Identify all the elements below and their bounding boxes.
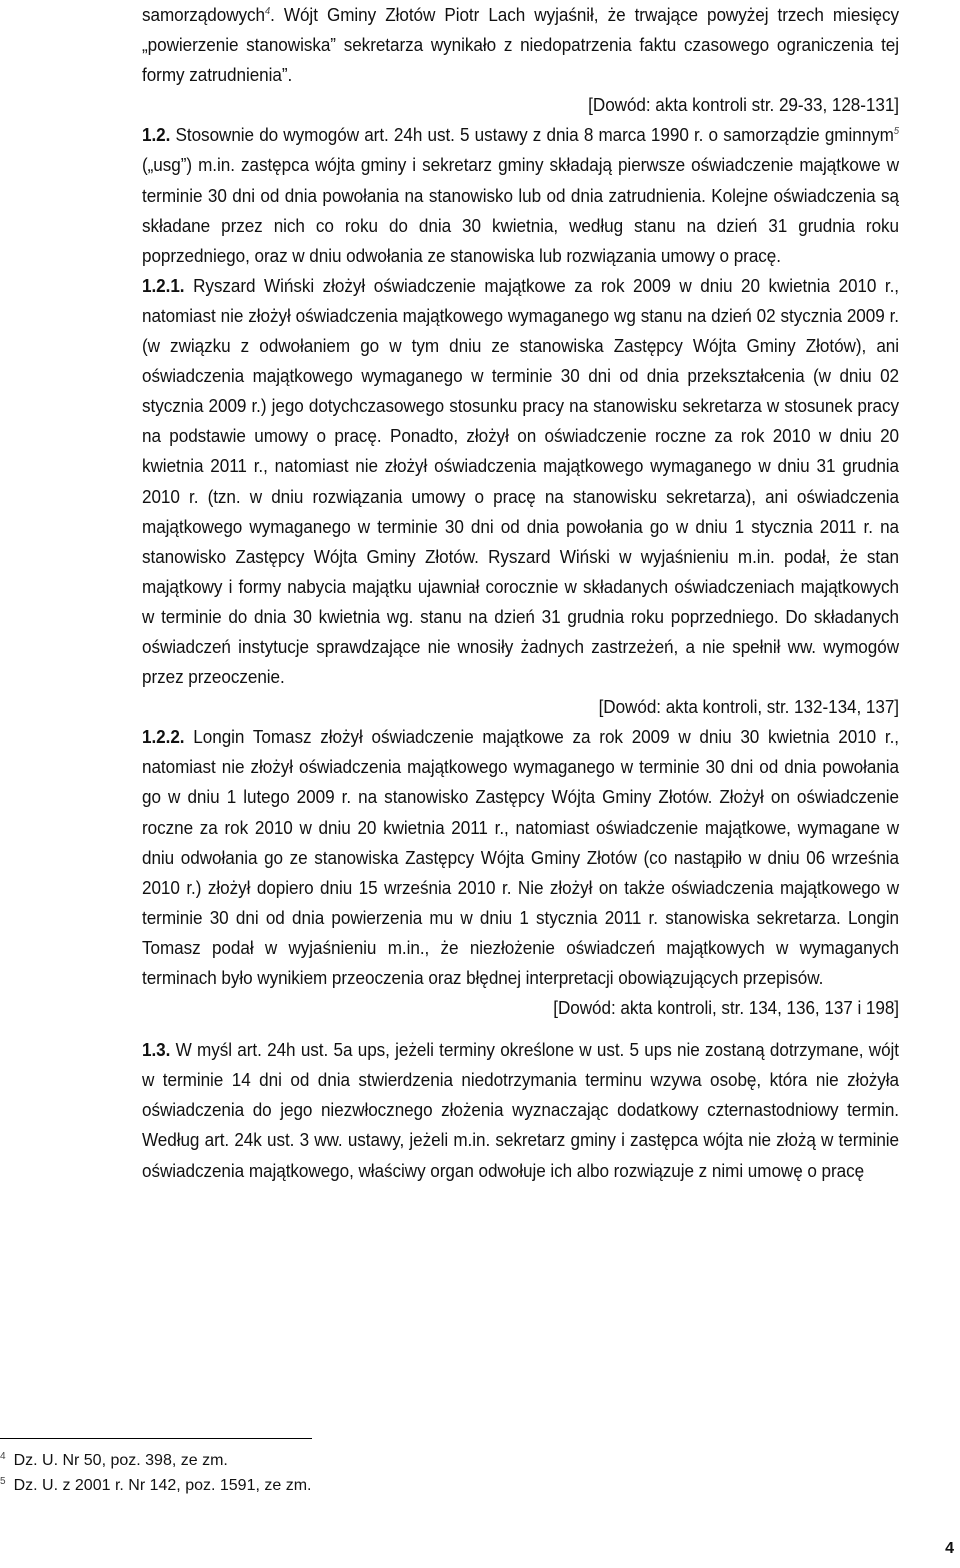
spacer [142,1023,899,1035]
section-text-cont: („usg”) m.in. zastępca wójta gminy i sekretarz gminy składają pierwsze oświadczenie majątkowe w terminie 30 dni od dnia powołania na stanowisko lub od dnia zatrudnienia. Kolejne oświadczenia są składane przez nich co roku do dnia 30 kwietnia, według stanu na dzień 31 grudnia roku poprzedniego, oraz w dniu odwołania ze stanowiska lub rozwiązania umowy o pracę. [142,154,900,266]
evidence-line: [Dowód: akta kontroli, str. 134, 136, 137 i 198] [553,997,900,1019]
intro-paragraph [142,0,899,90]
section-number: 1.2.2. [142,726,185,748]
footnote-text: Dz. U. z 2001 r. Nr 142, poz. 1591, ze zm. [13,1477,312,1494]
section-1-3 [142,1035,899,1185]
body-text [142,0,899,1186]
section-text: Ryszard Wiński złożył oświadczenie majątkowe za rok 2009 w dniu 20 kwietnia 2010 r., natomiast nie złożył oświadczenia majątkowego wymaganego wg stanu na dzień 02 stycznia 2009 r. (w związku z odwołaniem go w tym dniu ze stanowiska Zastępcy Wójta Gminy Złotów), ani oświadczenia majątkowego wymaganego w terminie 30 dni od dnia przekształcenia (w dniu 02 stycznia 2009 r.) jego dotychczasowego stosunku pracy na stanowisku sekretarza w stosunek pracy na podstawie umowy o pracę. Ponadto, złożył on oświadczenie roczne za rok 2010 w dniu 20 kwietnia 2011 r., natomiast nie złożył oświadczenia majątkowego wymaganego w dniu 31 grudnia 2010 r. (tzn. w dniu rozwiązania umowy o pracę na stanowisku sekretarza), ani oświadczenia majątkowego wymaganego w terminie 30 dni od dnia powołania go w dniu 1 stycznia 2011 r. na stanowisko Zastępcy Wójta Gminy Złotów. Ryszard Wiński w wyjaśnieniu m.in. podał, że stan majątkowy i formy nabycia majątku ujawniał corocznie w składanych oświadczeniach majątkowych w terminie do dnia 30 kwietnia wg. stanu na dzień 31 grudnia roku poprzedniego. Do składanych oświadczeń instytucje sprawdzające nie wnosiły żadnych zastrzeżeń, a nie spełnił ww. wymogów przez przeoczenie. [142,274,900,688]
intro-text-start: samorządowych [142,4,265,25]
section-1-2-2 [142,722,899,993]
footnote-text: Dz. U. Nr 50, poz. 398, ze zm. [13,1452,228,1469]
footnote-5 [0,1473,600,1498]
section-number: 1.3. [142,1039,171,1061]
section-1-2 [142,120,899,270]
evidence-line: [Dowód: akta kontroli str. 29-33, 128-131] [588,94,900,116]
intro-text-rest: . Wójt Gminy Złotów Piotr Lach wyjaśnił, że trwające powyżej trzech miesięcy „powierzenie stanowiska” sekretarza wynikało z niedopatrzenia faktu czasowego ograniczenia tej formy zatrudnienia”. [142,4,900,86]
footnote-4 [0,1448,600,1473]
section-number: 1.2. [142,124,171,146]
section-text: Stosownie do wymogów art. 24h ust. 5 ustawy z dnia 8 marca 1990 r. o samorządzie gminnym [170,124,894,146]
footnote-mark: 4 [0,1450,6,1462]
page-number: 4 [945,1540,954,1557]
section-text: W myśl art. 24h ust. 5a ups, jeżeli terminy określone w ust. 5 ups nie zostaną dotrzymane, wójt w terminie 14 dni od dnia stwierdzenia niedotrzymania terminu wzywa osobę, która nie złożyła oświadczenia do jego niezwłocznego złożenia wyznaczając dodatkowy czternastodniowy termin. Według art. 24k ust. 3 ww. ustawy, jeżeli m.in. sekretarz gminy i zastępca wójta nie złożą w terminie oświadczenia majątkowego, właściwy organ odwołuje ich albo rozwiązuje z nimi umowę o pracę [142,1039,900,1181]
footnote-divider [0,1438,312,1439]
footnotes [0,1448,600,1498]
footnote-ref-5: 5 [893,126,900,138]
section-number: 1.2.1. [142,274,185,296]
evidence-line: [Dowód: akta kontroli, str. 132-134, 137] [598,696,900,718]
section-text: Longin Tomasz złożył oświadczenie majątkowe za rok 2009 w dniu 30 kwietnia 2010 r., natomiast nie złożył oświadczenia majątkowego wymaganego w terminie 30 dni od dnia powołania go w dniu 1 lutego 2009 r. na stanowisko Zastępcy Wójta Gminy Złotów. Złożył on oświadczenie roczne za rok 2010 w dniu 20 kwietnia 2011 r., natomiast oświadczenie majątkowe, wymagane w dniu odwołania go ze stanowiska Zastępcy Wójta Gminy Złotów (co nastąpiło w dniu 06 września 2010 r.) złożył dopiero dniu 15 września 2010 r. Nie złożył on także oświadczenia majątkowego w terminie 30 dni od dnia powierzenia mu w dniu 1 stycznia 2011 r. stanowiska sekretarza. Longin Tomasz podał w wyjaśnieniu m.in., że niezłożenie oświadczeń majątkowych w wymaganych terminach było wynikiem przeoczenia oraz błędnej interpretacji obowiązujących przepisów. [142,726,900,988]
section-1-2-1 [142,271,899,692]
footnote-ref-4: 4 [264,5,271,17]
footnote-mark: 5 [0,1475,6,1487]
